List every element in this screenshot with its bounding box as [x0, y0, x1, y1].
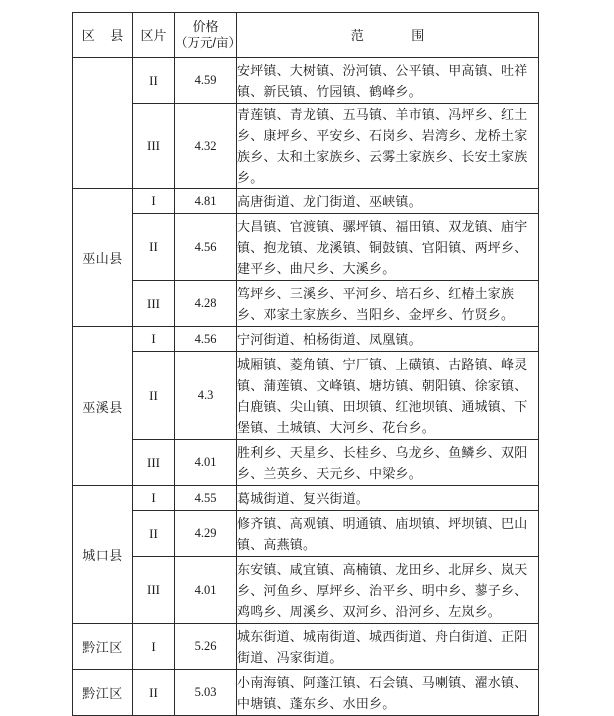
zone-cell: I: [133, 624, 175, 670]
price-cell: 4.01: [175, 557, 237, 624]
table-row: [73, 189, 539, 214]
zone-cell: II: [133, 214, 175, 281]
header-price-line2: （万元/亩）: [175, 36, 241, 50]
table-row: [73, 281, 539, 327]
range-cell: 葛城街道、复兴街道。: [237, 486, 539, 511]
table-row: [73, 670, 539, 716]
county-cell: 黔江区: [73, 624, 133, 670]
range-cell: 城东街道、城南街道、城西街道、舟白街道、正阳街道、冯家街道。: [237, 624, 539, 670]
range-cell: 东安镇、咸宜镇、高楠镇、龙田乡、北屏乡、岚天乡、河鱼乡、厚坪乡、治平乡、明中乡、蓼子乡、鸡鸣乡、周溪乡、双河乡、沿河乡、左岚乡。: [237, 557, 539, 624]
range-cell: 小南海镇、阿蓬江镇、石会镇、马喇镇、濯水镇、中塘镇、蓬东乡、水田乡。: [237, 670, 539, 716]
price-cell: 4.59: [175, 58, 237, 104]
header-zone: 区片: [133, 13, 175, 58]
header-range: 范 围: [237, 13, 539, 58]
header-price-line1: 价格: [192, 19, 219, 34]
zone-cell: I: [133, 189, 175, 214]
zone-cell: I: [133, 486, 175, 511]
price-cell: 5.03: [175, 670, 237, 716]
header-county: 区 县: [73, 13, 133, 58]
county-cell: [73, 58, 133, 189]
price-cell: 4.01: [175, 440, 237, 486]
table-row: [73, 624, 539, 670]
table-row: [73, 58, 539, 104]
range-cell: 大昌镇、官渡镇、骡坪镇、福田镇、双龙镇、庙宇镇、抱龙镇、龙溪镇、铜鼓镇、官阳镇、两坪乡、建平乡、曲尺乡、大溪乡。: [237, 214, 539, 281]
header-price: [175, 13, 241, 58]
zone-cell: II: [133, 352, 175, 440]
county-cell: 巫山县: [73, 189, 133, 327]
price-cell: 4.81: [175, 189, 237, 214]
price-cell: 4.56: [175, 214, 237, 281]
table-row: [73, 486, 539, 511]
table-row: [73, 352, 539, 440]
zone-cell: III: [133, 440, 175, 486]
price-cell: 4.3: [175, 352, 237, 440]
county-cell: 巫溪县: [73, 327, 133, 486]
range-cell: 安坪镇、大树镇、汾河镇、公平镇、甲高镇、吐祥镇、新民镇、竹园镇、鹤峰乡。: [237, 58, 539, 104]
price-cell: 4.56: [175, 327, 237, 352]
range-cell: 宁河街道、柏杨街道、凤凰镇。: [237, 327, 539, 352]
zone-cell: II: [133, 58, 175, 104]
table-row: [73, 327, 539, 352]
table-row: [73, 104, 539, 189]
price-cell: 4.29: [175, 511, 237, 557]
table-row: [73, 511, 539, 557]
table-row: [73, 440, 539, 486]
table-header-row: [73, 13, 539, 58]
price-cell: 4.55: [175, 486, 237, 511]
table-header: [73, 13, 539, 58]
zone-cell: III: [133, 104, 175, 189]
zone-cell: II: [133, 511, 175, 557]
price-cell: 4.28: [175, 281, 237, 327]
zone-cell: III: [133, 281, 175, 327]
table-row: [73, 557, 539, 624]
price-cell: 5.26: [175, 624, 237, 670]
zone-cell: III: [133, 557, 175, 624]
range-cell: 胜利乡、天星乡、长桂乡、乌龙乡、鱼鳞乡、双阳乡、兰英乡、天元乡、中梁乡。: [237, 440, 539, 486]
price-cell: 4.32: [175, 104, 237, 189]
zone-cell: II: [133, 670, 175, 716]
zone-cell: I: [133, 327, 175, 352]
range-cell: 高唐街道、龙门街道、巫峡镇。: [237, 189, 539, 214]
range-cell: 笃坪乡、三溪乡、平河乡、培石乡、红椿土家族乡、邓家土家族乡、当阳乡、金坪乡、竹贤乡。: [237, 281, 539, 327]
table-row: [73, 214, 539, 281]
region-price-table: [72, 12, 539, 716]
range-cell: 青莲镇、青龙镇、五马镇、羊市镇、冯坪乡、红土乡、康坪乡、平安乡、石岗乡、岩湾乡、龙桥土家族乡、太和土家族乡、云雾土家族乡、长安土家族乡。: [237, 104, 539, 189]
county-cell: 城口县: [73, 486, 133, 624]
county-cell: 黔江区: [73, 670, 133, 716]
range-cell: 修齐镇、高观镇、明通镇、庙坝镇、坪坝镇、巴山镇、高燕镇。: [237, 511, 539, 557]
table-body: [73, 58, 539, 716]
range-cell: 城厢镇、菱角镇、宁厂镇、上磺镇、古路镇、峰灵镇、蒲莲镇、文峰镇、塘坊镇、朝阳镇、徐家镇、白鹿镇、尖山镇、田坝镇、红池坝镇、通城镇、下堡镇、土城镇、大河乡、花台乡。: [237, 352, 539, 440]
